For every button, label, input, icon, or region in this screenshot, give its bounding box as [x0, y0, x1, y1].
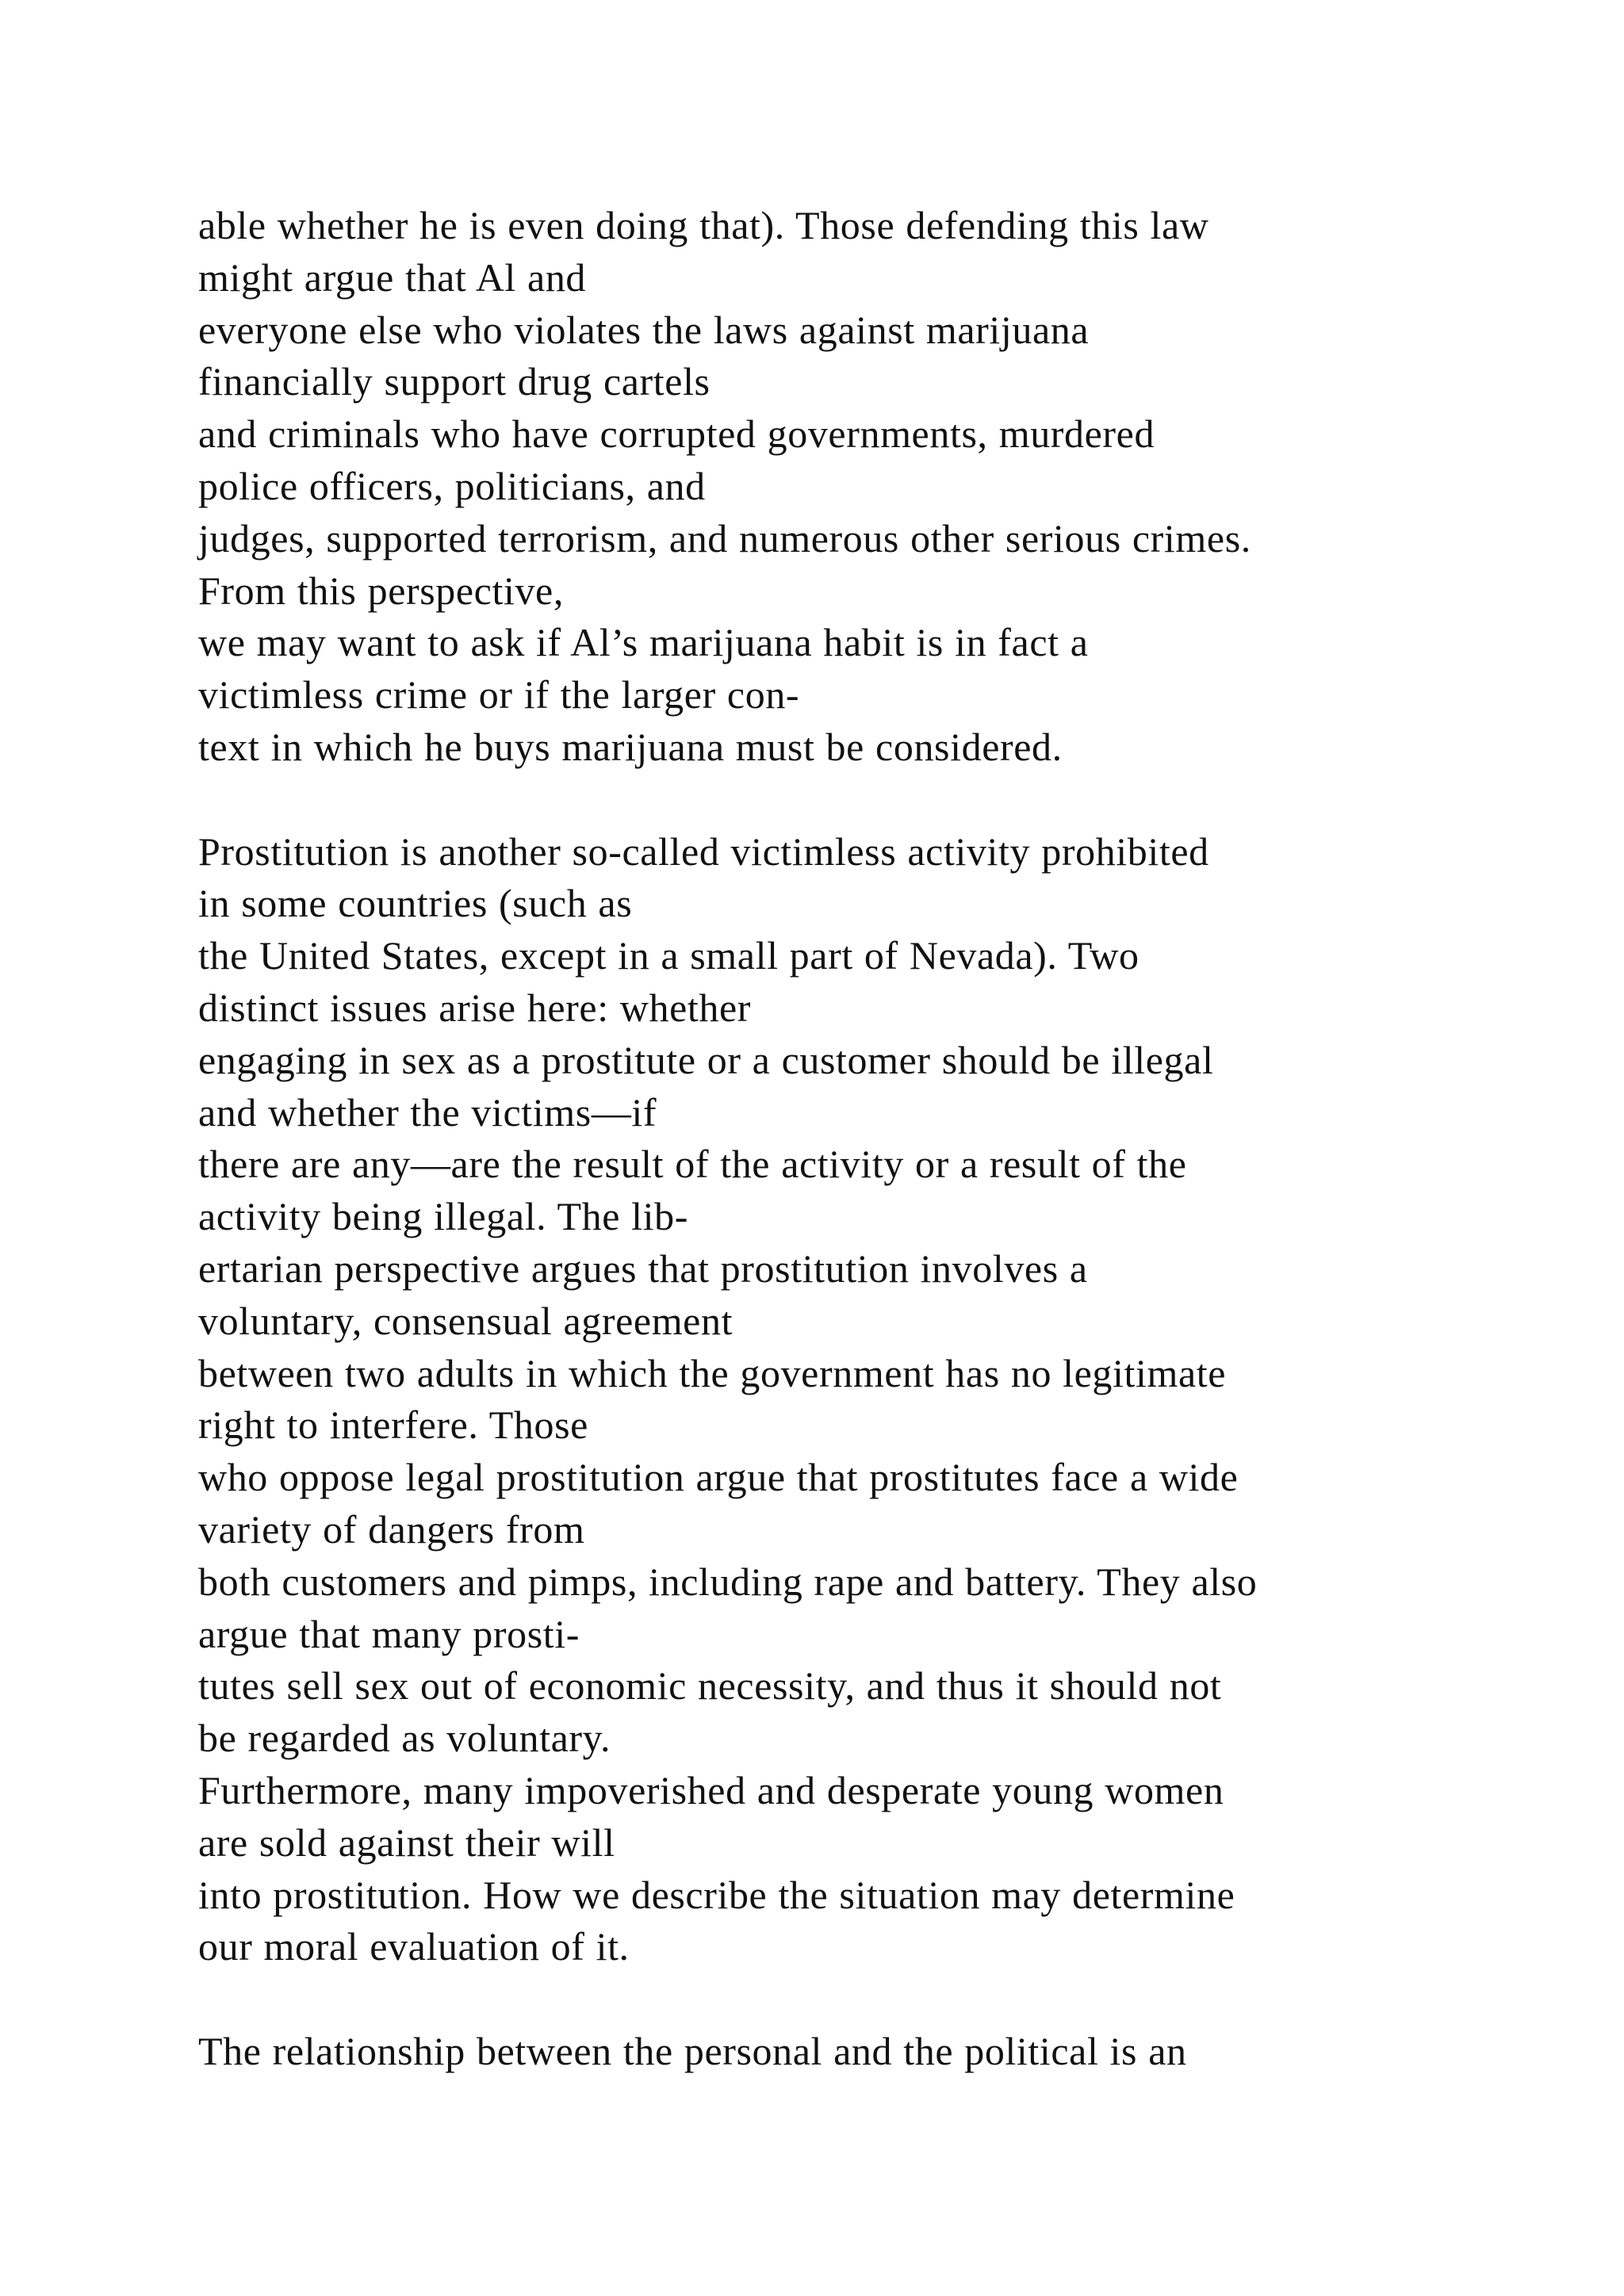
text-line: the United States, except in a small part of Nevada). Two [198, 933, 1139, 978]
document-body [198, 200, 1562, 2078]
text-line: everyone else who violates the laws against marijuana [198, 307, 1090, 352]
text-line: between two adults in which the government has no legitimate [198, 1350, 1227, 1395]
text-line: are sold against their will [198, 1820, 615, 1865]
text-line: and criminals who have corrupted governments, murdered [198, 411, 1155, 457]
text-line: might argue that Al and [198, 254, 587, 300]
text-line: police officers, politicians, and [198, 463, 706, 508]
paragraph-personal-political [198, 2026, 1562, 2078]
paragraph-gap [198, 774, 1562, 826]
text-line: voluntary, consensual agreement [198, 1298, 733, 1343]
text-line: argue that many prosti- [198, 1611, 580, 1656]
text-line: right to interfere. Those [198, 1402, 588, 1448]
text-line: variety of dangers from [198, 1506, 585, 1552]
text-line: ertarian perspective argues that prostitution involves a [198, 1246, 1088, 1291]
text-line: text in which he buys marijuana must be considered. [198, 724, 1063, 769]
text-line: who oppose legal prostitution argue that prostitutes face a wide [198, 1455, 1239, 1500]
text-line: From this perspective, [198, 568, 564, 613]
text-line: tutes sell sex out of economic necessity, and thus it should not [198, 1663, 1222, 1709]
text-line: both customers and pimps, including rape and battery. They also [198, 1559, 1258, 1604]
text-line: we may want to ask if Al’s marijuana habit is in fact a [198, 620, 1089, 665]
paragraph-prostitution [198, 826, 1562, 1974]
text-line: our moral evaluation of it. [198, 1924, 630, 1969]
text-line: in some countries (such as [198, 881, 633, 926]
text-line: financially support drug cartels [198, 359, 710, 404]
text-line: Prostitution is another so-called victimless activity prohibited [198, 828, 1209, 874]
text-line: there are any—are the result of the activity or a result of the [198, 1142, 1187, 1187]
text-line: The relationship between the personal and the political is an [198, 2028, 1187, 2073]
text-line: into prostitution. How we describe the situation may determine [198, 1872, 1235, 1917]
text-line: distinct issues arise here: whether [198, 985, 752, 1030]
paragraph-gap [198, 1973, 1562, 2026]
text-line: victimless crime or if the larger con- [198, 672, 800, 718]
text-line: Furthermore, many impoverished and desperate young women [198, 1767, 1224, 1812]
text-line: and whether the victims—if [198, 1089, 657, 1135]
paragraph-marijuana [198, 200, 1562, 774]
text-line: activity being illegal. The lib- [198, 1194, 688, 1239]
text-line: be regarded as voluntary. [198, 1716, 611, 1761]
text-line: engaging in sex as a prostitute or a customer should be illegal [198, 1037, 1214, 1082]
text-line: able whether he is even doing that). Those defending this law [198, 203, 1209, 247]
text-line: judges, supported terrorism, and numerous other serious crimes. [198, 515, 1251, 561]
